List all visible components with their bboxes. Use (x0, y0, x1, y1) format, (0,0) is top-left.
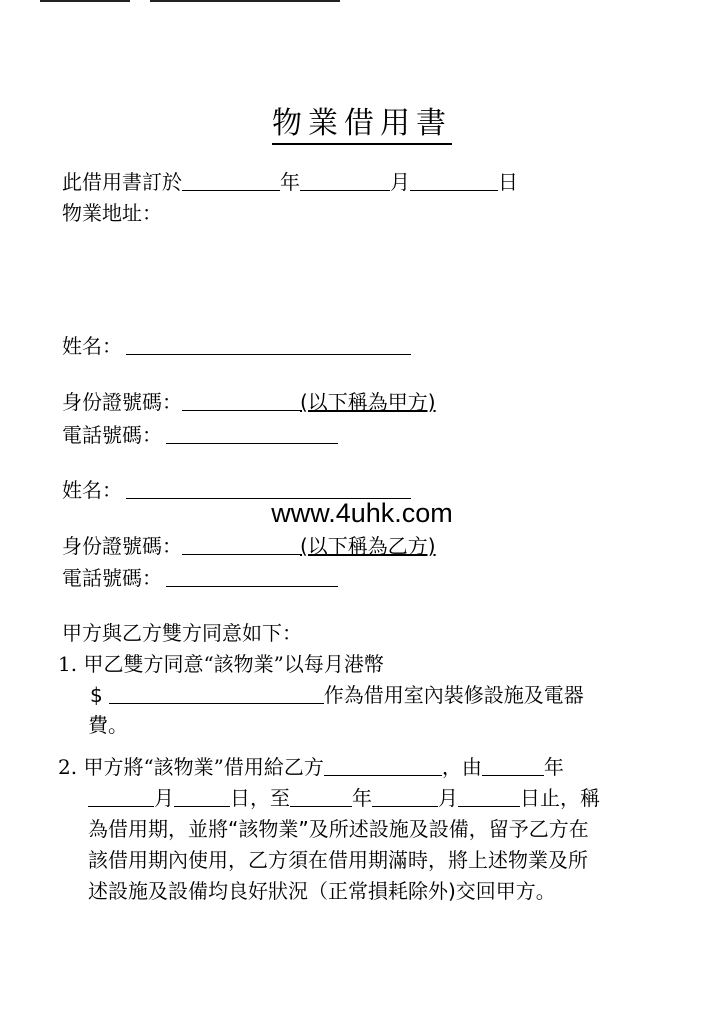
party-a-name-row: 姓名： (62, 334, 411, 358)
borrower-blank[interactable] (324, 755, 442, 776)
party-a-phone-blank[interactable] (166, 423, 338, 444)
clause-2-line-5: 述設施及設備均良好狀況（正常損耗除外)交回甲方。 (88, 879, 556, 903)
scan-mark (40, 0, 130, 2)
clause-2-line-2: 月 日，至 年 月 日止，稱 (88, 786, 600, 810)
month-blank[interactable] (300, 170, 390, 191)
end-month-blank[interactable] (372, 786, 438, 807)
party-a-id-row: 身份證號碼： (以下稱為甲方) (62, 390, 436, 414)
end-year-blank[interactable] (290, 786, 352, 807)
day-blank[interactable] (410, 170, 498, 191)
clause-2-line-3: 為借用期，並將“該物業”及所述設施及設備，留予乙方在 (88, 817, 589, 841)
party-b-name-blank[interactable] (126, 478, 411, 499)
start-year-blank[interactable] (482, 755, 544, 776)
amount-blank[interactable] (109, 683, 324, 704)
address-label: 物業地址： (62, 201, 162, 225)
clause-1-line-2: $ 作為借用室內裝修設施及電器 (90, 683, 584, 707)
start-day-blank[interactable] (174, 786, 230, 807)
start-month-blank[interactable] (88, 786, 154, 807)
agreement-heading: 甲方與乙方雙方同意如下： (62, 621, 302, 645)
scan-mark (150, 0, 340, 2)
party-a-alias: (以下稱為甲方) (300, 390, 436, 414)
end-day-blank[interactable] (458, 786, 520, 807)
clause-2-line-4: 該借用期內使用，乙方須在借用期滿時，將上述物業及所 (88, 848, 588, 872)
party-b-id-blank[interactable] (182, 534, 300, 555)
clause-1-line-1: 1. 甲乙雙方同意“該物業”以每月港幣 (58, 652, 384, 676)
watermark-url: www.4uhk.com (271, 498, 453, 528)
clause-1-line-3: 費。 (88, 713, 128, 737)
date-line: 此借用書訂於 年 月 日 (62, 170, 518, 194)
party-b-name-row: 姓名： (62, 478, 411, 502)
document-title: 物業借用書 (0, 98, 724, 142)
clause-2-line-1: 2. 甲方將“該物業”借用給乙方 ，由 年 (58, 755, 564, 779)
party-a-id-blank[interactable] (182, 390, 300, 411)
party-b-phone-blank[interactable] (166, 566, 338, 587)
party-b-id-row: 身份證號碼： (以下稱為乙方) (62, 534, 436, 558)
party-b-phone-row: 電話號碼： (62, 566, 338, 590)
party-a-name-blank[interactable] (126, 334, 411, 355)
party-b-alias: (以下稱為乙方) (300, 534, 436, 558)
year-blank[interactable] (182, 170, 280, 191)
party-a-phone-row: 電話號碼： (62, 423, 338, 447)
